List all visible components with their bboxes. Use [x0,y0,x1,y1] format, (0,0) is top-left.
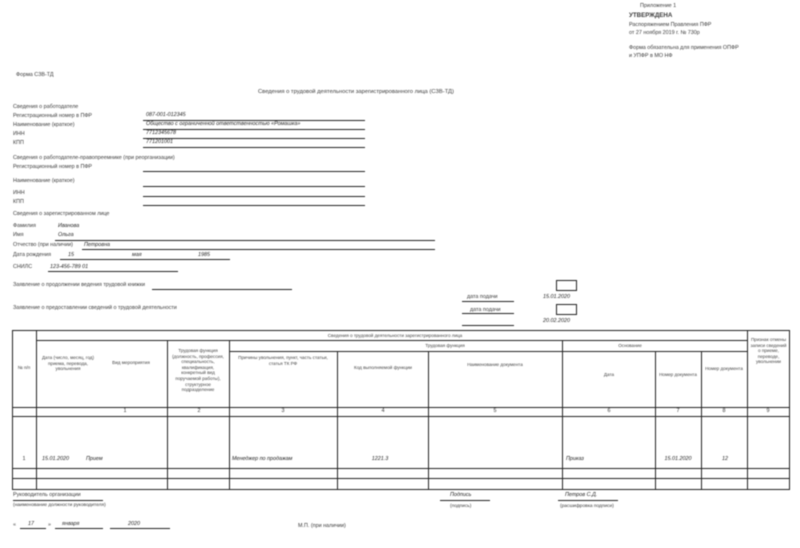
footer-fio-label: Петров С.Д. [565,492,598,498]
person-section-label: Сведения о зарегистрированном лице [13,211,110,217]
side-underline-2 [462,313,514,314]
person-name-underline [55,240,435,241]
person-birth-year: 1985 [198,252,210,258]
employer-kpp-underline [143,147,365,148]
footer-fio-underline [558,500,618,501]
header-reason: Причины увольнения, пункт, часть статьи, статья ТК РФ [238,355,328,366]
side-underline-1 [462,301,514,302]
row-doc-date: 15.01.2020 [664,456,692,462]
approval-appendix: Приложение 1 [640,3,677,9]
table-vline [167,340,168,489]
employer-inn-label: ИНН [13,131,25,137]
document-title: Сведения о трудовой деятельности зарегистрированного лица (СЗВ-ТД) [258,89,454,95]
successor-inn-label: ИНН [13,190,25,196]
approval-title: УТВЕРЖДЕНА [629,12,673,19]
col-num-1: 1 [123,408,127,414]
employer-inn-underline [143,138,365,139]
row-event: Прием [86,456,103,462]
footer-head-underline [13,500,103,501]
person-birth-month: мая [132,252,142,258]
table-hline [12,478,789,479]
header-basis-extra: Номер документа [705,366,743,371]
person-surname-label: Фамилия [13,223,36,229]
successor-kpp-label: КПП [13,199,24,205]
header-code: Код выполняемой функции [354,365,412,370]
person-patronymic-underline [82,249,435,250]
employer-regnum-value: 087-001-012345 [146,112,186,118]
side-date-value-2: 20.02.2020 [543,318,570,324]
successor-kpp-underline [143,205,365,206]
person-name-value: Ольга [58,232,74,238]
footer-date-year: 2020 [128,521,140,527]
header-no: № п/п [17,365,31,370]
side-date-label-1: дата подачи [467,294,498,300]
person-snils-underline [48,271,178,272]
approval-line1: Распоряжением Правления ПФР [629,22,712,28]
person-surname-value: Иванова [58,223,80,229]
footer-head-label: Руководитель организации [13,492,81,498]
footer-month-underline [55,528,103,529]
row-no: 1 [22,456,26,462]
col-num-5: 5 [493,408,497,414]
successor-section-label: Сведения о работодателе-правопреемнике (при реорганизации) [13,155,175,161]
footer-day-underline [20,528,46,529]
row-doc-num: 12 [722,456,728,462]
footer-year-underline [110,528,170,529]
approval-line3: Форма обязательна для применения ОПФР [629,45,739,51]
col-num-8: 8 [722,408,726,414]
employer-section-label: Сведения о работодателе [13,104,79,110]
person-patronymic-value: Петровна [84,242,111,248]
table-vline [747,330,748,489]
successor-name-underline [143,186,365,187]
side-date-value-1: 15.01.2020 [543,294,570,300]
employer-name-value: Общество с ограниченной ответственностью «Ромашка» [146,121,301,127]
header-position: Трудовая функция (должность, профессия, специальность, квалификация, конкретный вид поручаемой работы), структурное подразделение [172,348,224,393]
col-num-4: 4 [381,408,385,414]
employer-inn-value: 7712345678 [146,130,176,136]
employer-name-underline [143,129,365,130]
person-birth-label: Дата рождения [13,252,52,258]
header-group-basis: Основание [618,343,642,348]
person-snils-label: СНИЛС [13,264,33,270]
footer-sign-label: Подпись [450,492,472,498]
employer-kpp-value: 771201001 [146,139,173,145]
successor-regnum-label: Регистрационный номер в ПФР [13,164,93,170]
footer-date-month: января [62,521,80,527]
footer-sign-sub: (подпись) [450,504,472,509]
footer-quote-open: « [13,522,16,528]
col-num-9: 9 [766,408,770,414]
form-code: Форма СЗВ-ТД [16,72,54,78]
footer-date-day: 17 [28,521,34,527]
row-doc: Приказ [566,456,584,462]
col-num-3: 3 [281,408,285,414]
table-hline [12,416,789,417]
successor-regnum-underline [143,171,365,172]
footer-mp: М.П. (при наличии) [298,523,346,529]
successor-inn-underline [143,196,365,197]
footer-sign-underline [440,500,490,501]
person-birth-day: 15 [68,252,74,258]
col-num-2: 2 [197,408,201,414]
header-basis-date: Дата [603,372,615,377]
row-position: Менеджер по продажам [232,456,293,462]
header-date: Дата (число, месяц, год) приема, перевода, увольнения [42,355,94,372]
footer-fio-sub: (расшифровка подписи) [560,504,614,509]
application-note-underline [152,289,292,290]
table-hline [12,468,789,469]
successor-name-label: Наименование (краткое) [13,178,75,184]
person-birth-underline [60,259,230,260]
table-vline [36,330,37,489]
table-main-header: Сведения о трудовой деятельности зарегистрированного лица [327,333,463,338]
col-num-7: 7 [676,408,680,414]
side-date-label-2: дата подачи [470,307,501,313]
employer-regnum-label: Регистрационный номер в ПФР [13,113,93,119]
person-snils-value: 123-456-789 01 [50,264,89,270]
table-hline [229,351,747,352]
table-vline [562,340,563,489]
application-note-2: Заявление о предоставлении сведений о трудовой деятельности [13,305,177,311]
header-basis-num: Номер документа [659,372,697,377]
approval-line4: и УПФР в МО НФ [629,53,673,59]
row-date: 15.01.2020 [42,456,69,462]
employer-kpp-label: КПП [13,140,24,146]
application-note: Заявление о продолжении ведения трудовой книжки [13,282,146,288]
table-vline [229,340,230,489]
checkbox-continue[interactable] [556,280,577,291]
row-code: 1221.3 [371,456,389,462]
col-num-6: 6 [607,408,611,414]
approval-line2: от 27 ноября 2019 г. № 730р [629,30,700,36]
header-type: Вид мероприятия [112,360,150,365]
employer-name-label: Наименование (краткое) [13,122,75,128]
person-name-label: Имя [13,232,24,238]
header-basis-name: Наименование документа [467,362,523,367]
header-cancel: Признак отмены записи сведений о приеме, переводе, увольнении [750,337,787,365]
header-group-work: Трудовая функция [425,343,465,348]
table-hline [36,340,747,341]
footer-head-sublabel: (наименование должности руководителя) [13,503,106,508]
person-patronymic-label: Отчество (при наличии) [13,242,73,248]
checkbox-provide[interactable] [556,304,577,315]
footer-quote-close: » [48,522,51,528]
side-underline-3 [462,325,514,326]
